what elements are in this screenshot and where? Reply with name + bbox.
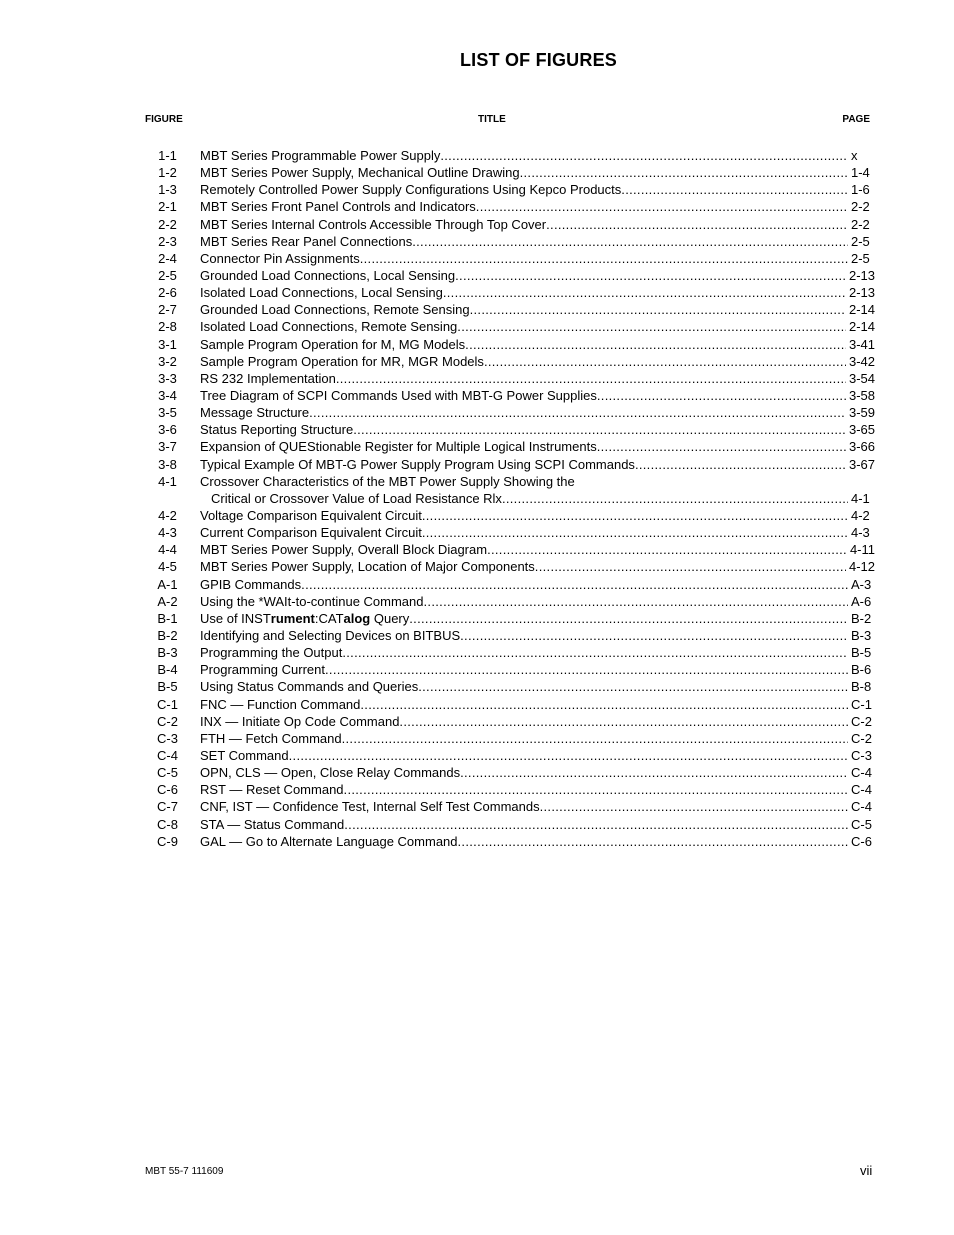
dot-leader xyxy=(412,233,848,250)
figure-page: B-8 xyxy=(851,679,872,695)
figure-page: B-6 xyxy=(851,662,872,678)
figure-title: Expansion of QUEStionable Register for Multiple Logical Instruments xyxy=(200,439,597,455)
figure-title: Using the *WAIt-to-continue Command xyxy=(200,593,424,609)
dot-leader xyxy=(422,507,848,524)
figure-page: 2-5 xyxy=(851,233,870,249)
list-item[interactable] xyxy=(155,507,875,524)
figure-title: Grounded Load Connections, Remote Sensing xyxy=(200,302,470,318)
figure-page: 2-2 xyxy=(851,199,870,215)
dot-leader xyxy=(635,456,846,473)
figure-page: 4-11 xyxy=(849,542,875,558)
dot-leader xyxy=(597,438,846,455)
list-item[interactable] xyxy=(155,627,875,644)
figure-page: 3-67 xyxy=(848,456,875,472)
figure-title: Programming Current xyxy=(200,662,325,678)
figure-number: 3-3 xyxy=(158,370,177,386)
dot-leader xyxy=(289,747,848,764)
list-item[interactable] xyxy=(155,233,875,250)
figure-number: 3-1 xyxy=(158,336,177,352)
figure-title-part: :CAT xyxy=(314,610,344,626)
figure-title: INX — Initiate Op Code Command xyxy=(200,713,400,729)
list-item[interactable] xyxy=(155,764,875,781)
list-item[interactable] xyxy=(155,198,875,215)
footer-doc-id: MBT 55-7 111609 xyxy=(145,1166,224,1177)
figure-title: GPIB Commands xyxy=(200,576,302,592)
list-item[interactable] xyxy=(155,678,875,695)
figure-title: CNF, IST — Confidence Test, Internal Self Test Commands xyxy=(200,799,540,815)
list-item[interactable] xyxy=(155,370,875,387)
figure-title: Voltage Comparison Equivalent Circuit xyxy=(200,507,422,523)
figure-page: C-4 xyxy=(851,782,872,798)
figure-title: MBT Series Programmable Power Supply xyxy=(200,148,441,163)
dot-leader xyxy=(422,524,848,541)
figure-number: 3-6 xyxy=(158,422,177,438)
list-item[interactable] xyxy=(155,610,875,627)
list-item[interactable] xyxy=(155,404,875,421)
figure-number: 4-5 xyxy=(158,559,177,575)
dot-leader xyxy=(455,267,846,284)
list-item[interactable] xyxy=(155,713,875,730)
figure-page: C-1 xyxy=(851,696,872,712)
list-item[interactable] xyxy=(155,541,875,558)
list-item[interactable] xyxy=(155,181,875,198)
list-item[interactable] xyxy=(155,833,875,850)
list-item[interactable] xyxy=(155,421,875,438)
list-item[interactable] xyxy=(155,661,875,678)
figure-title: Remotely Controlled Power Supply Configurations Using Kepco Products xyxy=(200,182,622,198)
list-item[interactable] xyxy=(155,558,875,575)
figure-number: 2-5 xyxy=(158,267,177,283)
figure-number: B-5 xyxy=(157,679,178,695)
figure-title-line1: Crossover Characteristics of the MBT Power Supply Showing the xyxy=(200,473,575,489)
header-figure: FIGURE xyxy=(145,114,183,125)
figure-page: 3-58 xyxy=(848,387,875,403)
dot-leader xyxy=(465,336,846,353)
dot-leader xyxy=(325,661,848,678)
column-headers xyxy=(145,114,870,128)
figure-page: C-5 xyxy=(851,816,872,832)
figure-number: 4-2 xyxy=(158,507,177,523)
figure-title: Current Comparison Equivalent Circuit xyxy=(200,525,422,541)
figure-number: C-8 xyxy=(157,816,178,832)
figure-list xyxy=(155,147,875,850)
dot-leader xyxy=(460,764,848,781)
figure-title: Using Status Commands and Queries xyxy=(200,679,419,695)
figure-title: SET Command xyxy=(200,747,289,763)
figure-title: Sample Program Operation for MR, MGR Models xyxy=(200,353,484,369)
figure-page: A-6 xyxy=(851,593,872,609)
figure-page: 2-2 xyxy=(851,216,870,232)
figure-number: C-5 xyxy=(157,765,178,781)
figure-page: A-3 xyxy=(851,576,872,592)
figure-page: C-4 xyxy=(851,799,872,815)
figure-number: 2-6 xyxy=(158,285,177,301)
figure-page: 2-5 xyxy=(851,250,870,266)
figure-number: 3-2 xyxy=(158,353,177,369)
figure-title: Isolated Load Connections, Local Sensing xyxy=(200,285,443,301)
figure-title-part: Query xyxy=(370,610,410,626)
dot-leader xyxy=(301,576,848,593)
list-item[interactable] xyxy=(155,644,875,661)
dot-leader xyxy=(353,421,846,438)
figure-number: 2-8 xyxy=(158,319,177,335)
dot-leader xyxy=(342,644,848,661)
figure-page: 2-13 xyxy=(848,285,875,301)
page-title: LIST OF FIGURES xyxy=(459,50,617,70)
list-item[interactable] xyxy=(155,387,875,404)
figure-title-part: Use of INST xyxy=(200,610,271,626)
figure-page: C-3 xyxy=(851,747,872,763)
dot-leader xyxy=(424,593,848,610)
dot-leader xyxy=(457,318,846,335)
figure-number: 2-7 xyxy=(158,302,177,318)
figure-page: 4-2 xyxy=(851,507,870,523)
dot-leader xyxy=(336,370,846,387)
figure-page: C-6 xyxy=(851,833,872,849)
list-item[interactable] xyxy=(155,473,875,507)
figure-title xyxy=(200,610,409,627)
list-item[interactable] xyxy=(155,250,875,267)
list-item[interactable] xyxy=(155,353,875,370)
dot-leader xyxy=(535,558,846,575)
figure-page: 2-14 xyxy=(848,319,875,335)
list-item[interactable] xyxy=(155,730,875,747)
figure-number: C-3 xyxy=(157,730,178,746)
figure-title: RS 232 Implementation xyxy=(200,370,336,386)
list-item[interactable] xyxy=(155,747,875,764)
figure-title-part: alog xyxy=(343,610,371,626)
figure-title: Tree Diagram of SCPI Commands Used with MBT-G Power Supplies xyxy=(200,387,597,403)
figure-title: MBT Series Front Panel Controls and Indicators xyxy=(200,199,476,215)
figure-title: OPN, CLS — Open, Close Relay Commands xyxy=(200,765,461,781)
figure-number: 4-1 xyxy=(158,473,177,489)
dot-leader xyxy=(540,798,848,815)
figure-title: MBT Series Power Supply, Location of Major Components xyxy=(200,559,535,575)
header-page: PAGE xyxy=(842,114,870,125)
figure-number: 2-1 xyxy=(158,199,177,215)
list-item[interactable] xyxy=(155,456,875,473)
dot-leader xyxy=(476,198,848,215)
figure-page: B-2 xyxy=(851,610,872,626)
figure-page: 1-6 xyxy=(851,182,870,198)
list-item[interactable] xyxy=(155,164,875,181)
dot-leader xyxy=(342,730,848,747)
figure-number: 2-3 xyxy=(158,233,177,249)
figure-title: Typical Example Of MBT-G Power Supply Program Using SCPI Commands xyxy=(200,456,635,472)
figure-number: 1-1 xyxy=(158,148,177,163)
figure-title: MBT Series Power Supply, Overall Block Diagram xyxy=(200,542,488,558)
list-item[interactable] xyxy=(155,438,875,455)
figure-page: 4-12 xyxy=(848,559,875,575)
dot-leader xyxy=(360,696,848,713)
figure-page: 2-14 xyxy=(848,302,875,318)
list-item[interactable] xyxy=(155,798,875,815)
figure-title: RST — Reset Command xyxy=(200,782,344,798)
dot-leader xyxy=(597,387,846,404)
figure-title: FNC — Function Command xyxy=(200,696,361,712)
figure-page: x xyxy=(851,148,858,163)
figure-title: STA — Status Command xyxy=(200,816,345,832)
dot-leader xyxy=(418,678,848,695)
figure-number: C-2 xyxy=(157,713,178,729)
list-item[interactable] xyxy=(155,318,875,335)
list-item[interactable] xyxy=(155,147,875,164)
figure-number: B-1 xyxy=(157,610,178,626)
figure-title: Critical or Crossover Value of Load Resistance Rlx xyxy=(211,490,502,506)
dot-leader xyxy=(487,541,847,558)
figure-page: C-4 xyxy=(851,765,872,781)
figure-page: C-2 xyxy=(851,713,872,729)
figure-page: B-3 xyxy=(851,627,872,643)
figure-number: C-4 xyxy=(157,747,178,763)
figure-number: B-4 xyxy=(157,662,178,678)
figure-page: 3-42 xyxy=(848,353,875,369)
figure-number: 4-4 xyxy=(158,542,177,558)
figure-page: C-2 xyxy=(851,730,872,746)
dot-leader xyxy=(443,284,846,301)
figure-number: C-7 xyxy=(157,799,178,815)
figure-number: 2-4 xyxy=(158,250,177,266)
list-item[interactable] xyxy=(155,301,875,318)
list-item[interactable] xyxy=(155,816,875,833)
figure-page: 3-41 xyxy=(848,336,875,352)
figure-number: B-2 xyxy=(157,627,178,643)
list-item[interactable] xyxy=(155,336,875,353)
figure-number: 2-2 xyxy=(158,216,177,232)
list-item[interactable] xyxy=(155,576,875,593)
list-item[interactable] xyxy=(155,284,875,301)
dot-leader xyxy=(520,164,848,181)
figure-title: Connector Pin Assignments xyxy=(200,250,360,266)
dot-leader xyxy=(360,250,848,267)
dot-leader xyxy=(309,404,846,421)
figure-title: Grounded Load Connections, Local Sensing xyxy=(200,267,456,283)
dot-leader xyxy=(621,181,848,198)
figure-number: 3-8 xyxy=(158,456,177,472)
figure-number: B-3 xyxy=(157,645,178,661)
figure-page: 3-54 xyxy=(848,370,875,386)
figure-number: 1-2 xyxy=(158,165,177,181)
figure-number: 3-4 xyxy=(158,387,177,403)
figure-page: 3-59 xyxy=(848,405,875,421)
figure-title: Status Reporting Structure xyxy=(200,422,354,438)
figure-title: MBT Series Power Supply, Mechanical Outline Drawing xyxy=(200,165,520,181)
figure-title: Isolated Load Connections, Remote Sensing xyxy=(200,319,458,335)
figure-number: C-9 xyxy=(157,833,178,849)
figure-number: A-2 xyxy=(157,593,178,609)
list-item[interactable] xyxy=(155,696,875,713)
figure-title: MBT Series Rear Panel Connections xyxy=(200,233,413,249)
list-item[interactable] xyxy=(155,216,875,233)
dot-leader xyxy=(460,627,848,644)
dot-leader xyxy=(470,301,846,318)
figure-number: 3-5 xyxy=(158,405,177,421)
figure-title: GAL — Go to Alternate Language Command xyxy=(200,833,458,849)
figure-title: Message Structure xyxy=(200,405,310,421)
figure-page: 2-13 xyxy=(848,267,875,283)
dot-leader xyxy=(458,833,848,850)
dot-leader xyxy=(409,610,848,627)
figure-number: 4-3 xyxy=(158,525,177,541)
figure-page: 3-65 xyxy=(848,422,875,438)
figure-number: C-6 xyxy=(157,782,178,798)
figure-page: 4-1 xyxy=(851,490,870,506)
figure-number: A-1 xyxy=(157,576,178,592)
list-item[interactable] xyxy=(155,593,875,610)
dot-leader xyxy=(546,216,848,233)
figure-title: Programming the Output xyxy=(200,645,343,661)
dot-leader xyxy=(484,353,846,370)
dot-leader xyxy=(344,816,848,833)
dot-leader xyxy=(502,490,848,507)
figure-page: 4-3 xyxy=(851,525,870,541)
figure-page: 3-66 xyxy=(848,439,875,455)
figure-title: MBT Series Internal Controls Accessible Through Top Cover xyxy=(200,216,547,232)
figure-number: 3-7 xyxy=(158,439,177,455)
dot-leader xyxy=(399,713,848,730)
figure-number: 1-3 xyxy=(158,182,177,198)
figure-page: 1-4 xyxy=(851,165,870,181)
figure-title: FTH — Fetch Command xyxy=(200,730,342,746)
figure-title-part: rument xyxy=(270,610,315,626)
list-item[interactable] xyxy=(155,524,875,541)
dot-leader xyxy=(440,147,848,164)
header-title: TITLE xyxy=(478,114,506,125)
list-item[interactable] xyxy=(155,267,875,284)
figure-title: Identifying and Selecting Devices on BITBUS xyxy=(200,627,461,643)
figure-number: C-1 xyxy=(157,696,178,712)
dot-leader xyxy=(344,781,848,798)
footer-page-number: vii xyxy=(860,1163,873,1178)
figure-page: B-5 xyxy=(851,645,872,661)
list-item[interactable] xyxy=(155,781,875,798)
figure-title: Sample Program Operation for M, MG Models xyxy=(200,336,466,352)
